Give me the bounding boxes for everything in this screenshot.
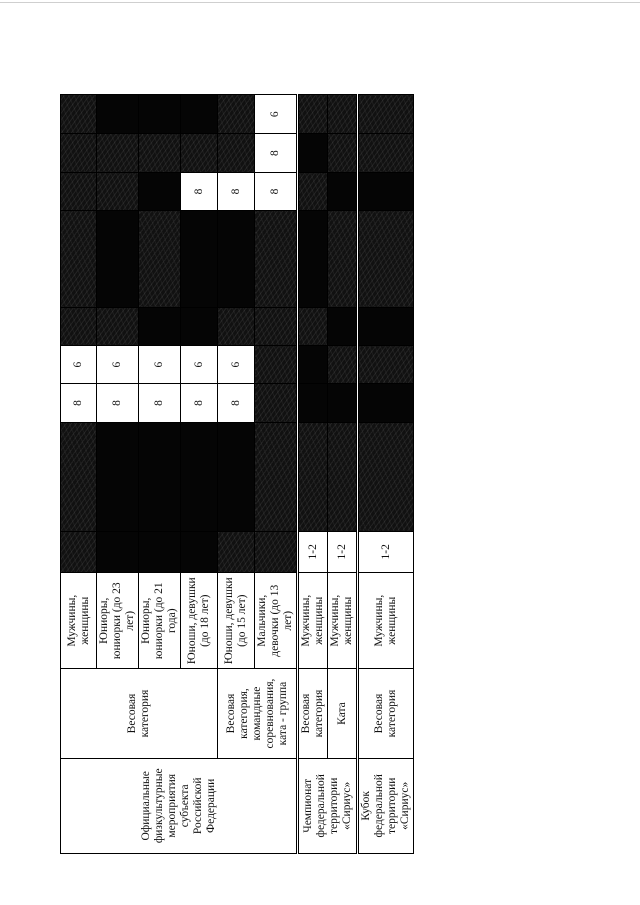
value-cell: 8 — [97, 384, 139, 422]
masked-cell — [181, 307, 218, 345]
discipline-cell: Весовая категория — [298, 669, 328, 758]
masked-cell — [139, 134, 181, 172]
value-cell: 6 — [97, 345, 139, 383]
masked-cell — [298, 422, 328, 531]
table-row — [218, 95, 255, 854]
masked-cell — [97, 95, 139, 134]
masked-cell — [358, 211, 414, 307]
discipline-cell: Весовая категория — [358, 669, 414, 758]
places-cell — [139, 531, 181, 572]
places-cell: 1-2 — [298, 531, 328, 572]
masked-cell — [298, 95, 328, 134]
masked-cell — [328, 384, 358, 422]
scan-edge-line — [0, 2, 640, 3]
masked-cell — [255, 307, 298, 345]
value-cell: 8 — [139, 384, 181, 422]
discipline-cell: Ката — [328, 669, 358, 758]
table-row — [298, 95, 328, 854]
value-cell: 6 — [218, 345, 255, 383]
value-cell: 6 — [255, 95, 298, 134]
sport-classification-table — [60, 94, 414, 854]
masked-cell — [255, 422, 298, 531]
places-cell: 1-2 — [328, 531, 358, 572]
masked-cell — [358, 307, 414, 345]
event-cell: Чемпионат федеральной территории «Сириус» — [298, 758, 358, 853]
masked-cell — [61, 134, 97, 172]
masked-cell — [181, 211, 218, 307]
masked-cell — [358, 384, 414, 422]
masked-cell — [328, 95, 358, 134]
masked-cell — [328, 307, 358, 345]
masked-cell — [298, 384, 328, 422]
value-cell: 8 — [255, 172, 298, 210]
value-cell: 8 — [181, 384, 218, 422]
masked-cell — [61, 172, 97, 210]
masked-cell — [97, 172, 139, 210]
masked-cell — [328, 172, 358, 210]
masked-cell — [139, 422, 181, 531]
value-cell: 6 — [139, 345, 181, 383]
masked-cell — [358, 134, 414, 172]
masked-cell — [218, 422, 255, 531]
masked-cell — [97, 134, 139, 172]
group-cell: Юниоры, юниорки (до 21 года) — [139, 573, 181, 669]
group-cell: Юниоры, юниорки (до 23 лет) — [97, 573, 139, 669]
group-cell: Мужчины, женщины — [298, 573, 328, 669]
places-cell: 1-2 — [358, 531, 414, 572]
masked-cell — [139, 172, 181, 210]
group-cell: Юноши, девушки (до 15 лет) — [218, 573, 255, 669]
masked-cell — [255, 211, 298, 307]
value-cell: 8 — [255, 134, 298, 172]
places-cell — [61, 531, 97, 572]
group-cell: Мужчины, женщины — [328, 573, 358, 669]
masked-cell — [97, 422, 139, 531]
masked-cell — [328, 422, 358, 531]
masked-cell — [139, 95, 181, 134]
masked-cell — [61, 211, 97, 307]
value-cell: 6 — [61, 345, 97, 383]
table-row — [358, 95, 414, 854]
masked-cell — [358, 172, 414, 210]
places-cell — [218, 531, 255, 572]
masked-cell — [181, 134, 218, 172]
masked-cell — [218, 95, 255, 134]
masked-cell — [97, 211, 139, 307]
masked-cell — [218, 211, 255, 307]
masked-cell — [298, 211, 328, 307]
value-cell: 8 — [218, 384, 255, 422]
masked-cell — [298, 172, 328, 210]
value-cell: 8 — [61, 384, 97, 422]
masked-cell — [61, 95, 97, 134]
masked-cell — [328, 134, 358, 172]
masked-cell — [358, 95, 414, 134]
masked-cell — [61, 422, 97, 531]
masked-cell — [255, 384, 298, 422]
group-cell: Юноши, девушки (до 18 лет) — [181, 573, 218, 669]
masked-cell — [358, 345, 414, 383]
places-cell — [255, 531, 298, 572]
event-cell: Кубок федеральной территории «Сириус» — [358, 758, 414, 853]
masked-cell — [139, 211, 181, 307]
masked-cell — [255, 345, 298, 383]
group-cell: Мальчики, девочки (до 13 лет) — [255, 573, 298, 669]
group-cell: Мужчины, женщины — [358, 573, 414, 669]
masked-cell — [181, 422, 218, 531]
masked-cell — [298, 345, 328, 383]
discipline-cell: Весовая категория, командные соревнования, ката - группа — [218, 669, 298, 758]
table-row — [328, 95, 358, 854]
rotated-table — [60, 94, 411, 854]
masked-cell — [298, 307, 328, 345]
discipline-cell: Весовая категория — [61, 669, 218, 758]
masked-cell — [328, 345, 358, 383]
places-cell — [97, 531, 139, 572]
value-cell: 8 — [218, 172, 255, 210]
masked-cell — [218, 134, 255, 172]
table-row — [61, 95, 97, 854]
masked-cell — [298, 134, 328, 172]
masked-cell — [139, 307, 181, 345]
value-cell: 8 — [181, 172, 218, 210]
masked-cell — [97, 307, 139, 345]
masked-cell — [358, 422, 414, 531]
group-cell: Мужчины, женщины — [61, 573, 97, 669]
masked-cell — [328, 211, 358, 307]
event-cell: Официальные физкультурные мероприятия субъекта Российской Федерации — [61, 758, 298, 853]
value-cell: 6 — [181, 345, 218, 383]
masked-cell — [218, 307, 255, 345]
masked-cell — [61, 307, 97, 345]
masked-cell — [181, 95, 218, 134]
places-cell — [181, 531, 218, 572]
